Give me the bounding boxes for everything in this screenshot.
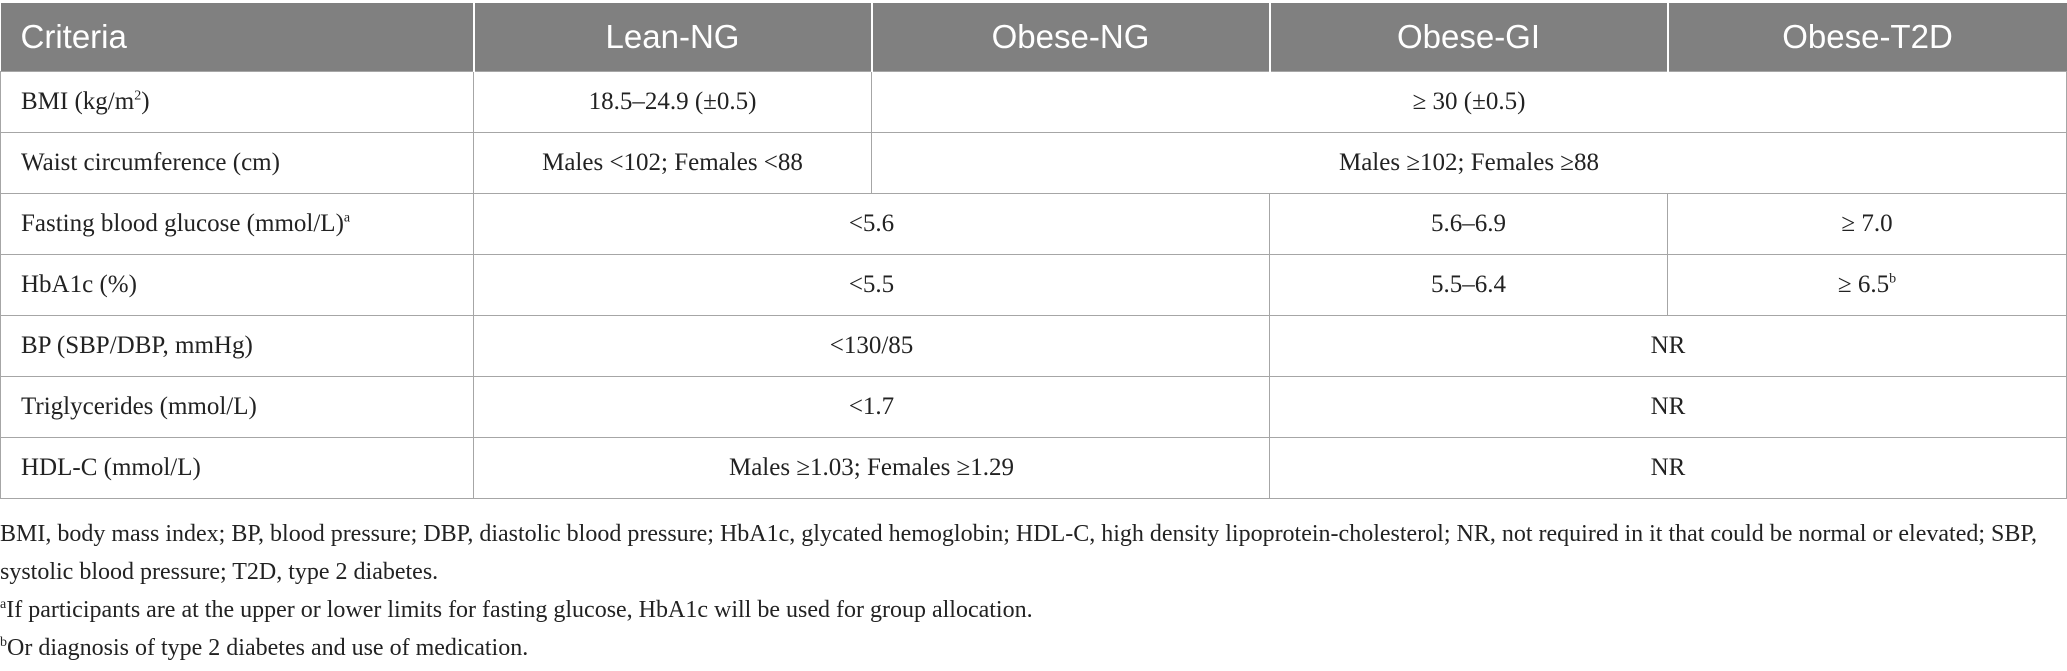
header-row: [1, 3, 2067, 72]
table-container: [0, 3, 2067, 499]
bmi-label-sup: 2: [134, 88, 142, 104]
hba1c-t2d-text: ≥ 6.5: [1837, 271, 1890, 298]
fbg-gi-cell: 5.6–6.9: [1270, 194, 1668, 255]
bmi-lean-cell: 18.5–24.9 (±0.5): [474, 72, 872, 133]
abbreviations-note: BMI, body mass index; BP, blood pressure; DBP, diastolic blood pressure; HbA1c, glycated hemoglobin; HDL-C, high density lipoprotein-cholesterol; NR, not required in it that could be normal or elevated; SBP, systolic blood pressure; T2D, type 2 diabetes.: [0, 521, 2038, 585]
waist-obese-cell: Males ≥102; Females ≥88: [872, 133, 2067, 194]
row-label-bmi: [1, 72, 474, 133]
header-obese-ng: Obese-NG: [872, 3, 1270, 72]
footnote-b-text: Or diagnosis of type 2 diabetes and use of medication.: [7, 635, 529, 661]
footnote-b: [0, 629, 2040, 667]
footnote-a-mark: a: [0, 597, 7, 612]
row-label-bp: BP (SBP/DBP, mmHg): [1, 316, 474, 377]
hba1c-t2d-cell: [1668, 255, 2067, 316]
table-row-hdl: [1, 438, 2067, 499]
header-criteria: Criteria: [1, 3, 474, 72]
row-label-waist: Waist circumference (cm): [1, 133, 474, 194]
header-lean-ng: Lean-NG: [474, 3, 872, 72]
fbg-ng-cell: <5.6: [474, 194, 1270, 255]
table-row-bmi: [1, 72, 2067, 133]
footnote-a-text: If participants are at the upper or lower limits for fasting glucose, HbA1c will be used for group allocation.: [6, 597, 1033, 623]
fbg-label-text: Fasting blood glucose (mmol/L): [21, 210, 344, 237]
hba1c-ng-cell: <5.5: [474, 255, 1270, 316]
tg-ng-cell: <1.7: [474, 377, 1270, 438]
table-row-fbg: [1, 194, 2067, 255]
bmi-label-text: BMI (kg/m: [21, 88, 135, 115]
table-row-hba1c: [1, 255, 2067, 316]
table-row-bp: [1, 316, 2067, 377]
bp-ng-cell: <130/85: [474, 316, 1270, 377]
fbg-t2d-cell: ≥ 7.0: [1668, 194, 2067, 255]
row-label-hba1c: HbA1c (%): [1, 255, 474, 316]
table-row-waist: [1, 133, 2067, 194]
waist-lean-cell: Males <102; Females <88: [474, 133, 872, 194]
hdl-ng-cell: Males ≥1.03; Females ≥1.29: [474, 438, 1270, 499]
bmi-obese-cell: ≥ 30 (±0.5): [872, 72, 2067, 133]
header-obese-gi: Obese-GI: [1270, 3, 1668, 72]
hdl-other-cell: NR: [1270, 438, 2067, 499]
header-obese-t2d: Obese-T2D: [1668, 3, 2067, 72]
bp-other-cell: NR: [1270, 316, 2067, 377]
hba1c-t2d-sup: b: [1889, 271, 1897, 287]
footnote-a: [0, 591, 2040, 629]
row-label-fbg: [1, 194, 474, 255]
criteria-table: [0, 3, 2067, 499]
footnote-b-mark: b: [0, 635, 7, 650]
row-label-tg: Triglycerides (mmol/L): [1, 377, 474, 438]
bmi-label-suffix: ): [141, 88, 150, 115]
tg-other-cell: NR: [1270, 377, 2067, 438]
table-footnotes: [0, 515, 2040, 667]
fbg-label-sup: a: [343, 210, 351, 226]
table-row-tg: [1, 377, 2067, 438]
row-label-hdl: HDL-C (mmol/L): [1, 438, 474, 499]
hba1c-gi-cell: 5.5–6.4: [1270, 255, 1668, 316]
